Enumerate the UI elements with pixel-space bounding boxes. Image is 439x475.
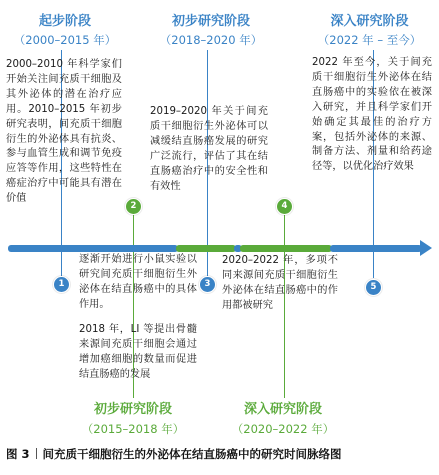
caption-separator	[36, 448, 37, 459]
stage-4-title: 深入研究阶段	[243, 402, 322, 417]
timeline-segment-1	[8, 245, 178, 252]
node-1-icon: 1	[53, 276, 70, 293]
timeline-arrow-icon	[420, 240, 432, 256]
stage-5-description: 2022 年至今，关于间充质干细胞衍生外泌体在结直肠癌中的实验依在被深入研究，并且科学家们开始确定其最佳的治疗方案，包括外泌体的来源、制备方法、剂量和给药途径等，以优化治疗效果	[312, 57, 432, 173]
stage-4-years: （2020–2022 年）	[231, 422, 335, 436]
stage-5-title: 深入研究阶段	[330, 14, 409, 29]
stage-3-years: （2018–2020 年）	[159, 33, 263, 47]
stage-5-years: （2022 年 – 至今）	[317, 33, 422, 47]
stage-2-title: 初步研究阶段	[93, 402, 172, 417]
timeline-segment-4	[240, 245, 332, 252]
node-5-icon: 5	[365, 279, 382, 296]
figure-caption	[6, 446, 436, 462]
stage-2-description-b: 2018 年，LI 等提出骨髓来源间充质干细胞会通过增加癌细胞的数量而促进结直肠癌的发展	[79, 324, 197, 380]
stage-1-years: （2000–2015 年）	[13, 33, 117, 47]
stage-1-title: 起步阶段	[38, 14, 91, 29]
stage-2-description-a: 逐渐开始进行小鼠实验以研究间充质干细胞衍生外泌体在结直肠癌中的具体作用。	[79, 254, 197, 310]
stage-4-description: 2020–2022 年，多项不同来源间充质干细胞衍生外泌体在结直肠癌中的作用都被研究	[222, 255, 338, 311]
stage-3-description: 2019–2020 年关于间充质干细胞衍生外泌体可以减缓结直肠癌发展的研究广泛流行，评估了其在结直肠癌治疗中的安全性和有效性	[150, 106, 268, 192]
figure-caption-text: 间充质干细胞衍生的外泌体在结直肠癌中的研究时间脉络图	[42, 447, 342, 461]
timeline-segment-5	[330, 245, 422, 252]
node-3-icon: 3	[199, 276, 216, 293]
node-2-icon: 2	[125, 198, 142, 215]
stage-3-title: 初步研究阶段	[171, 14, 250, 29]
figure-number: 图 3	[6, 447, 30, 461]
stage-1-description: 2000–2010 年科学家们开始关注间充质干细胞及其外泌体的潜在治疗应用。2010–2015 年初步研究表明，间充质干细胞衍生的外泌体具有抗炎、参与血管生成和调节免疫应答等作用，这些特性在癌症治疗中可能具有潜在价值	[6, 59, 122, 205]
stage-2-years: （2015–2018 年）	[81, 422, 185, 436]
timeline-segment-2	[176, 245, 236, 252]
node-4-icon: 4	[276, 198, 293, 215]
